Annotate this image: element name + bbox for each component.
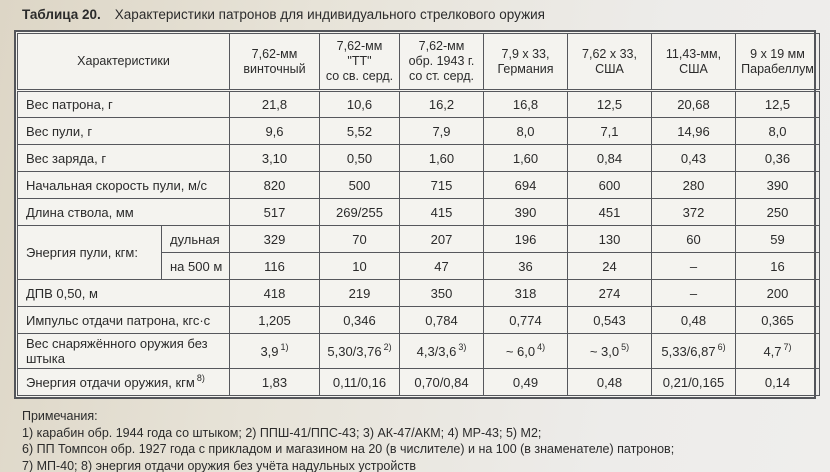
table-cell: 47 xyxy=(400,253,484,280)
table-cell: 4,3/3,6 $^{3)}$ xyxy=(400,334,484,369)
row-label: Энергия отдачи оружия, кгм $^{8)}$ xyxy=(18,369,230,396)
table-body xyxy=(18,91,820,396)
table-cell: 12,5 xyxy=(736,91,820,118)
table-header xyxy=(18,34,820,91)
footnote-ref: 6) xyxy=(717,342,726,353)
row-label: Энергия пули, кгм: xyxy=(18,226,162,280)
table-cell: 9,6 xyxy=(230,118,320,145)
table-cell: – xyxy=(652,253,736,280)
table-cell: 0,14 xyxy=(736,369,820,396)
table-cell: 196 xyxy=(484,226,568,253)
table-cell: 415 xyxy=(400,199,484,226)
table-cell: 500 xyxy=(320,172,400,199)
row-label: Начальная скорость пули, м/с xyxy=(18,172,230,199)
table-number: Таблица 20. xyxy=(22,7,101,22)
table-cell: – xyxy=(652,280,736,307)
table-cell: 0,346 xyxy=(320,307,400,334)
table-cell: 418 xyxy=(230,280,320,307)
table-row xyxy=(18,172,820,199)
table-cell: 3,10 xyxy=(230,145,320,172)
row-sublabel: дульная xyxy=(162,226,230,253)
table-cell: 8,0 xyxy=(736,118,820,145)
table-cell: 350 xyxy=(400,280,484,307)
footnote-ref: 7) xyxy=(783,342,792,353)
footnote-ref: 3) xyxy=(458,342,467,353)
table-cell: 390 xyxy=(484,199,568,226)
table-cell: 10 xyxy=(320,253,400,280)
table-cell: 0,49 xyxy=(484,369,568,396)
table-cell: 0,543 xyxy=(568,307,652,334)
footnote-ref: 4) xyxy=(537,342,546,353)
column-header: 7,62-мм "ТТ" со св. серд. xyxy=(320,34,400,91)
table-cell: 7,9 xyxy=(400,118,484,145)
table-row xyxy=(18,307,820,334)
column-header: 11,43-мм, США xyxy=(652,34,736,91)
table-cell: 8,0 xyxy=(484,118,568,145)
row-label: ДПВ 0,50, м xyxy=(18,280,230,307)
table-row xyxy=(18,118,820,145)
table-cell: 0,70/0,84 xyxy=(400,369,484,396)
table-cell: 329 xyxy=(230,226,320,253)
table-cell: 16,8 xyxy=(484,91,568,118)
table-cell: 5,33/6,87 $^{6)}$ xyxy=(652,334,736,369)
table-cell: 600 xyxy=(568,172,652,199)
table-cell: 59 xyxy=(736,226,820,253)
table-cell: 0,21/0,165 xyxy=(652,369,736,396)
table-cell: 3,9 $^{1)}$ xyxy=(230,334,320,369)
table-cell: 694 xyxy=(484,172,568,199)
row-label: Длина ствола, мм xyxy=(18,199,230,226)
table-cell: 0,48 xyxy=(568,369,652,396)
table-title: Характеристики патронов для индивидуального стрелкового оружия xyxy=(114,7,545,22)
table-cell: ~ 6,0 $^{4)}$ xyxy=(484,334,568,369)
table-cell: 24 xyxy=(568,253,652,280)
footnote-ref: 1) xyxy=(280,342,289,353)
table-cell: 5,30/3,76 $^{2)}$ xyxy=(320,334,400,369)
table-cell: 1,60 xyxy=(484,145,568,172)
table-row xyxy=(18,334,820,369)
column-header: 7,9 х 33, Германия xyxy=(484,34,568,91)
note-line: 1) карабин обр. 1944 года со штыком; 2) ППШ-41/ППС-43; 3) АК-47/АКМ; 4) МР-43; 5) М2; xyxy=(22,425,542,440)
table-cell: 21,8 xyxy=(230,91,320,118)
note-line: 7) МП-40; 8) энергия отдачи оружия без учёта надульных устройств xyxy=(22,458,416,472)
table-cell: 20,68 xyxy=(652,91,736,118)
table-cell: 5,52 xyxy=(320,118,400,145)
table-row xyxy=(18,280,820,307)
table-cell: 7,1 xyxy=(568,118,652,145)
table-cell: 269/255 xyxy=(320,199,400,226)
table-row xyxy=(18,226,820,253)
notes-title: Примечания: xyxy=(22,409,98,423)
table-cell: 0,84 xyxy=(568,145,652,172)
table-cell: 10,6 xyxy=(320,91,400,118)
column-header: 7,62-мм винточный xyxy=(230,34,320,91)
table-cell: 280 xyxy=(652,172,736,199)
table-cell: 372 xyxy=(652,199,736,226)
table-frame xyxy=(14,30,816,399)
table-cell: 16 xyxy=(736,253,820,280)
table-cell: 130 xyxy=(568,226,652,253)
table-cell: 820 xyxy=(230,172,320,199)
table-cell: 274 xyxy=(568,280,652,307)
table-cell: 250 xyxy=(736,199,820,226)
table-cell: 0,11/0,16 xyxy=(320,369,400,396)
table-row xyxy=(18,199,820,226)
table-row xyxy=(18,369,820,396)
table-cell: 60 xyxy=(652,226,736,253)
column-header: 7,62 х 33, США xyxy=(568,34,652,91)
table-cell: 0,50 xyxy=(320,145,400,172)
table-cell: ~ 3,0 $^{5)}$ xyxy=(568,334,652,369)
table-cell: 390 xyxy=(736,172,820,199)
table-cell: 14,96 xyxy=(652,118,736,145)
ammo-characteristics-table xyxy=(17,33,820,396)
table-cell: 4,7 $^{7)}$ xyxy=(736,334,820,369)
column-header: 7,62-мм обр. 1943 г. со ст. серд. xyxy=(400,34,484,91)
row-label: Вес снаряжённого оружия без штыка xyxy=(18,334,230,369)
table-cell: 0,774 xyxy=(484,307,568,334)
table-cell: 0,365 xyxy=(736,307,820,334)
table-cell: 207 xyxy=(400,226,484,253)
characteristics-header: Характеристики xyxy=(18,34,230,91)
table-cell: 12,5 xyxy=(568,91,652,118)
row-label: Импульс отдачи патрона, кгс·с xyxy=(18,307,230,334)
table-cell: 36 xyxy=(484,253,568,280)
table-cell: 517 xyxy=(230,199,320,226)
footnote-ref: 5) xyxy=(621,342,630,353)
table-cell: 0,784 xyxy=(400,307,484,334)
table-row xyxy=(18,91,820,118)
table-cell: 70 xyxy=(320,226,400,253)
table-cell: 715 xyxy=(400,172,484,199)
column-header: 9 х 19 мм Парабеллум xyxy=(736,34,820,91)
note-line: 6) ПП Томпсон обр. 1927 года с прикладом и магазином на 20 (в числителе) и на 100 (в знаменателе) патронов; xyxy=(22,442,675,456)
table-cell: 1,60 xyxy=(400,145,484,172)
table-row xyxy=(18,145,820,172)
table-cell: 219 xyxy=(320,280,400,307)
notes xyxy=(22,408,674,472)
table-cell: 1,83 xyxy=(230,369,320,396)
table-cell: 451 xyxy=(568,199,652,226)
row-sublabel: на 500 м xyxy=(162,253,230,280)
row-label: Вес патрона, г xyxy=(18,91,230,118)
row-label: Вес заряда, г xyxy=(18,145,230,172)
row-label: Вес пули, г xyxy=(18,118,230,145)
footnote-ref: 8) xyxy=(196,373,205,384)
table-cell: 0,43 xyxy=(652,145,736,172)
table-cell: 16,2 xyxy=(400,91,484,118)
footnote-ref: 2) xyxy=(383,342,392,353)
table-cell: 1,205 xyxy=(230,307,320,334)
table-caption xyxy=(22,7,545,22)
table-cell: 0,48 xyxy=(652,307,736,334)
table-cell: 0,36 xyxy=(736,145,820,172)
header-row xyxy=(18,34,820,91)
table-cell: 116 xyxy=(230,253,320,280)
table-cell: 200 xyxy=(736,280,820,307)
table-cell: 318 xyxy=(484,280,568,307)
